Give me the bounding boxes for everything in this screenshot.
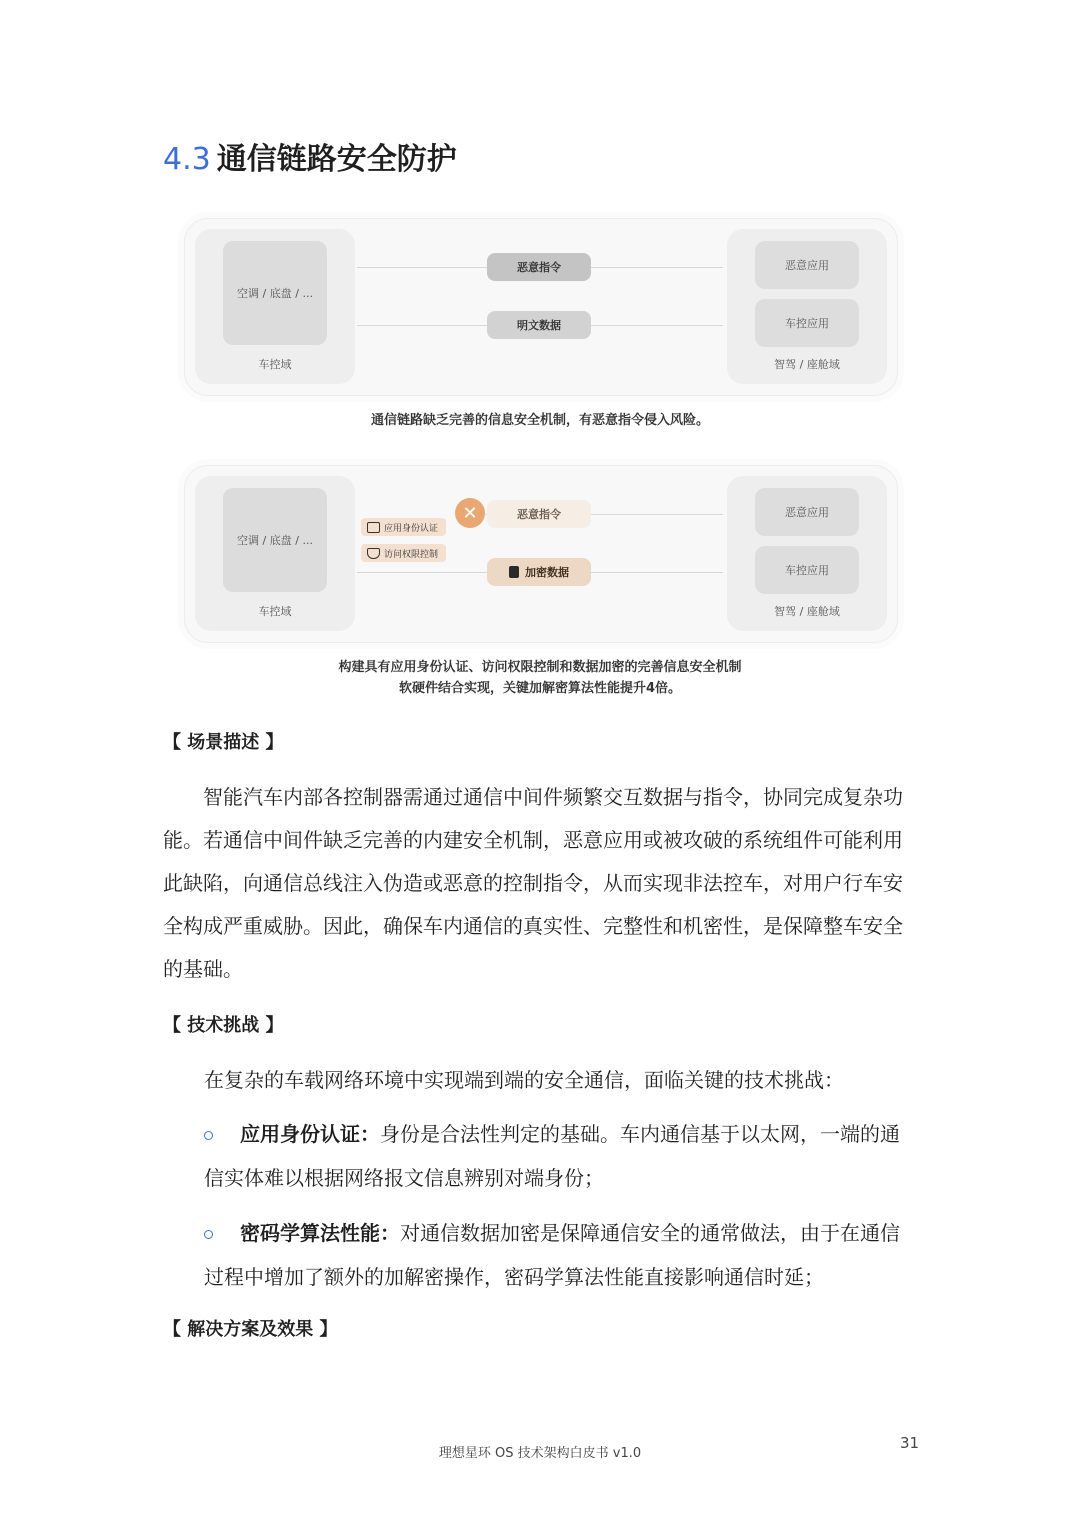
malicious-app-box: 恶意应用 <box>755 241 859 289</box>
ecu-group-box: 空调 / 底盘 / ... <box>223 241 327 345</box>
section-title-challenges: 【 技术挑战 】 <box>163 1015 284 1036</box>
domain-label: 智驾 / 座舱域 <box>774 358 840 371</box>
diagram-caption: 通信链路缺乏完善的信息安全机制，有恶意指令侵入风险。 <box>370 413 709 428</box>
control-app-box: 车控应用 <box>755 546 859 594</box>
section-title-scenario: 【 场景描述 】 <box>163 732 284 753</box>
scenario-paragraph: 智能汽车内部各控制器需通过通信中间件频繁交互数据与指令，协同完成复杂功 能。若通信中间件缺乏完善的内建安全机制，恶意应用或被攻破的系统组件可能利用 此缺陷，向通信总线注入伪造或恶意的控制指令，从而实现非法控车，对用户行车安 全构成严重威胁。因此，确保车内通信的真实性、完整性和机密性，是保障整车安全 的基础。 <box>163 785 903 981</box>
section-title-solution: 【 解决方案及效果 】 <box>163 1319 338 1340</box>
page-number: 31 <box>900 1434 920 1452</box>
plaintext-data-pill: 明文数据 <box>487 311 591 339</box>
page-footer: 理想星环 OS 技术架构白皮书 v1.0 <box>438 1446 642 1461</box>
domain-label: 车控域 <box>258 605 292 618</box>
malicious-app-box: 恶意应用 <box>755 488 859 536</box>
blocked-icon: ✕ <box>455 498 485 528</box>
encrypted-data-pill: 加密数据 <box>487 558 591 586</box>
vehicle-control-domain <box>195 229 355 384</box>
identity-auth-badge: 应用身份认证 <box>361 518 446 536</box>
ecu-group-box: 空调 / 底盘 / ... <box>223 488 327 592</box>
list-item: 应用身份认证：身份是合法性判定的基础。车内通信基于以太网，一端的通 信实体难以根据网络报文信息辨别对端身份； <box>204 1122 900 1190</box>
malicious-command-pill: 恶意指令 <box>487 253 591 281</box>
malicious-command-pill: 恶意指令 <box>487 500 591 528</box>
adas-cockpit-domain <box>727 476 887 631</box>
domain-label: 车控域 <box>258 358 292 371</box>
document-icon <box>509 566 519 578</box>
diagram-caption: 构建具有应用身份认证、访问权限控制和数据加密的完善信息安全机制 软硬件结合实现，关键加解密算法性能提升4倍。 <box>338 660 742 696</box>
section-number: 4.3 <box>163 142 211 177</box>
id-card-icon <box>367 522 380 533</box>
challenges-intro: 在复杂的车载网络环境中实现端到端的安全通信，面临关键的技术挑战： <box>204 1068 844 1092</box>
vehicle-control-domain <box>195 476 355 631</box>
adas-cockpit-domain <box>727 229 887 384</box>
domain-label: 智驾 / 座舱域 <box>774 605 840 618</box>
bullet-icon <box>204 1131 213 1140</box>
access-control-badge: 访问权限控制 <box>361 544 446 562</box>
list-item: 密码学算法性能：对通信数据加密是保障通信安全的通常做法，由于在通信 过程中增加了额外的加解密操作，密码学算法性能直接影响通信时延； <box>204 1221 900 1289</box>
shield-icon <box>367 548 380 559</box>
bullet-icon <box>204 1230 213 1239</box>
section-title: 通信链路安全防护 <box>216 142 457 177</box>
section-heading <box>163 140 457 180</box>
control-app-box: 车控应用 <box>755 299 859 347</box>
diagram-insecure-link <box>184 218 898 396</box>
diagram-secure-link <box>184 465 898 643</box>
